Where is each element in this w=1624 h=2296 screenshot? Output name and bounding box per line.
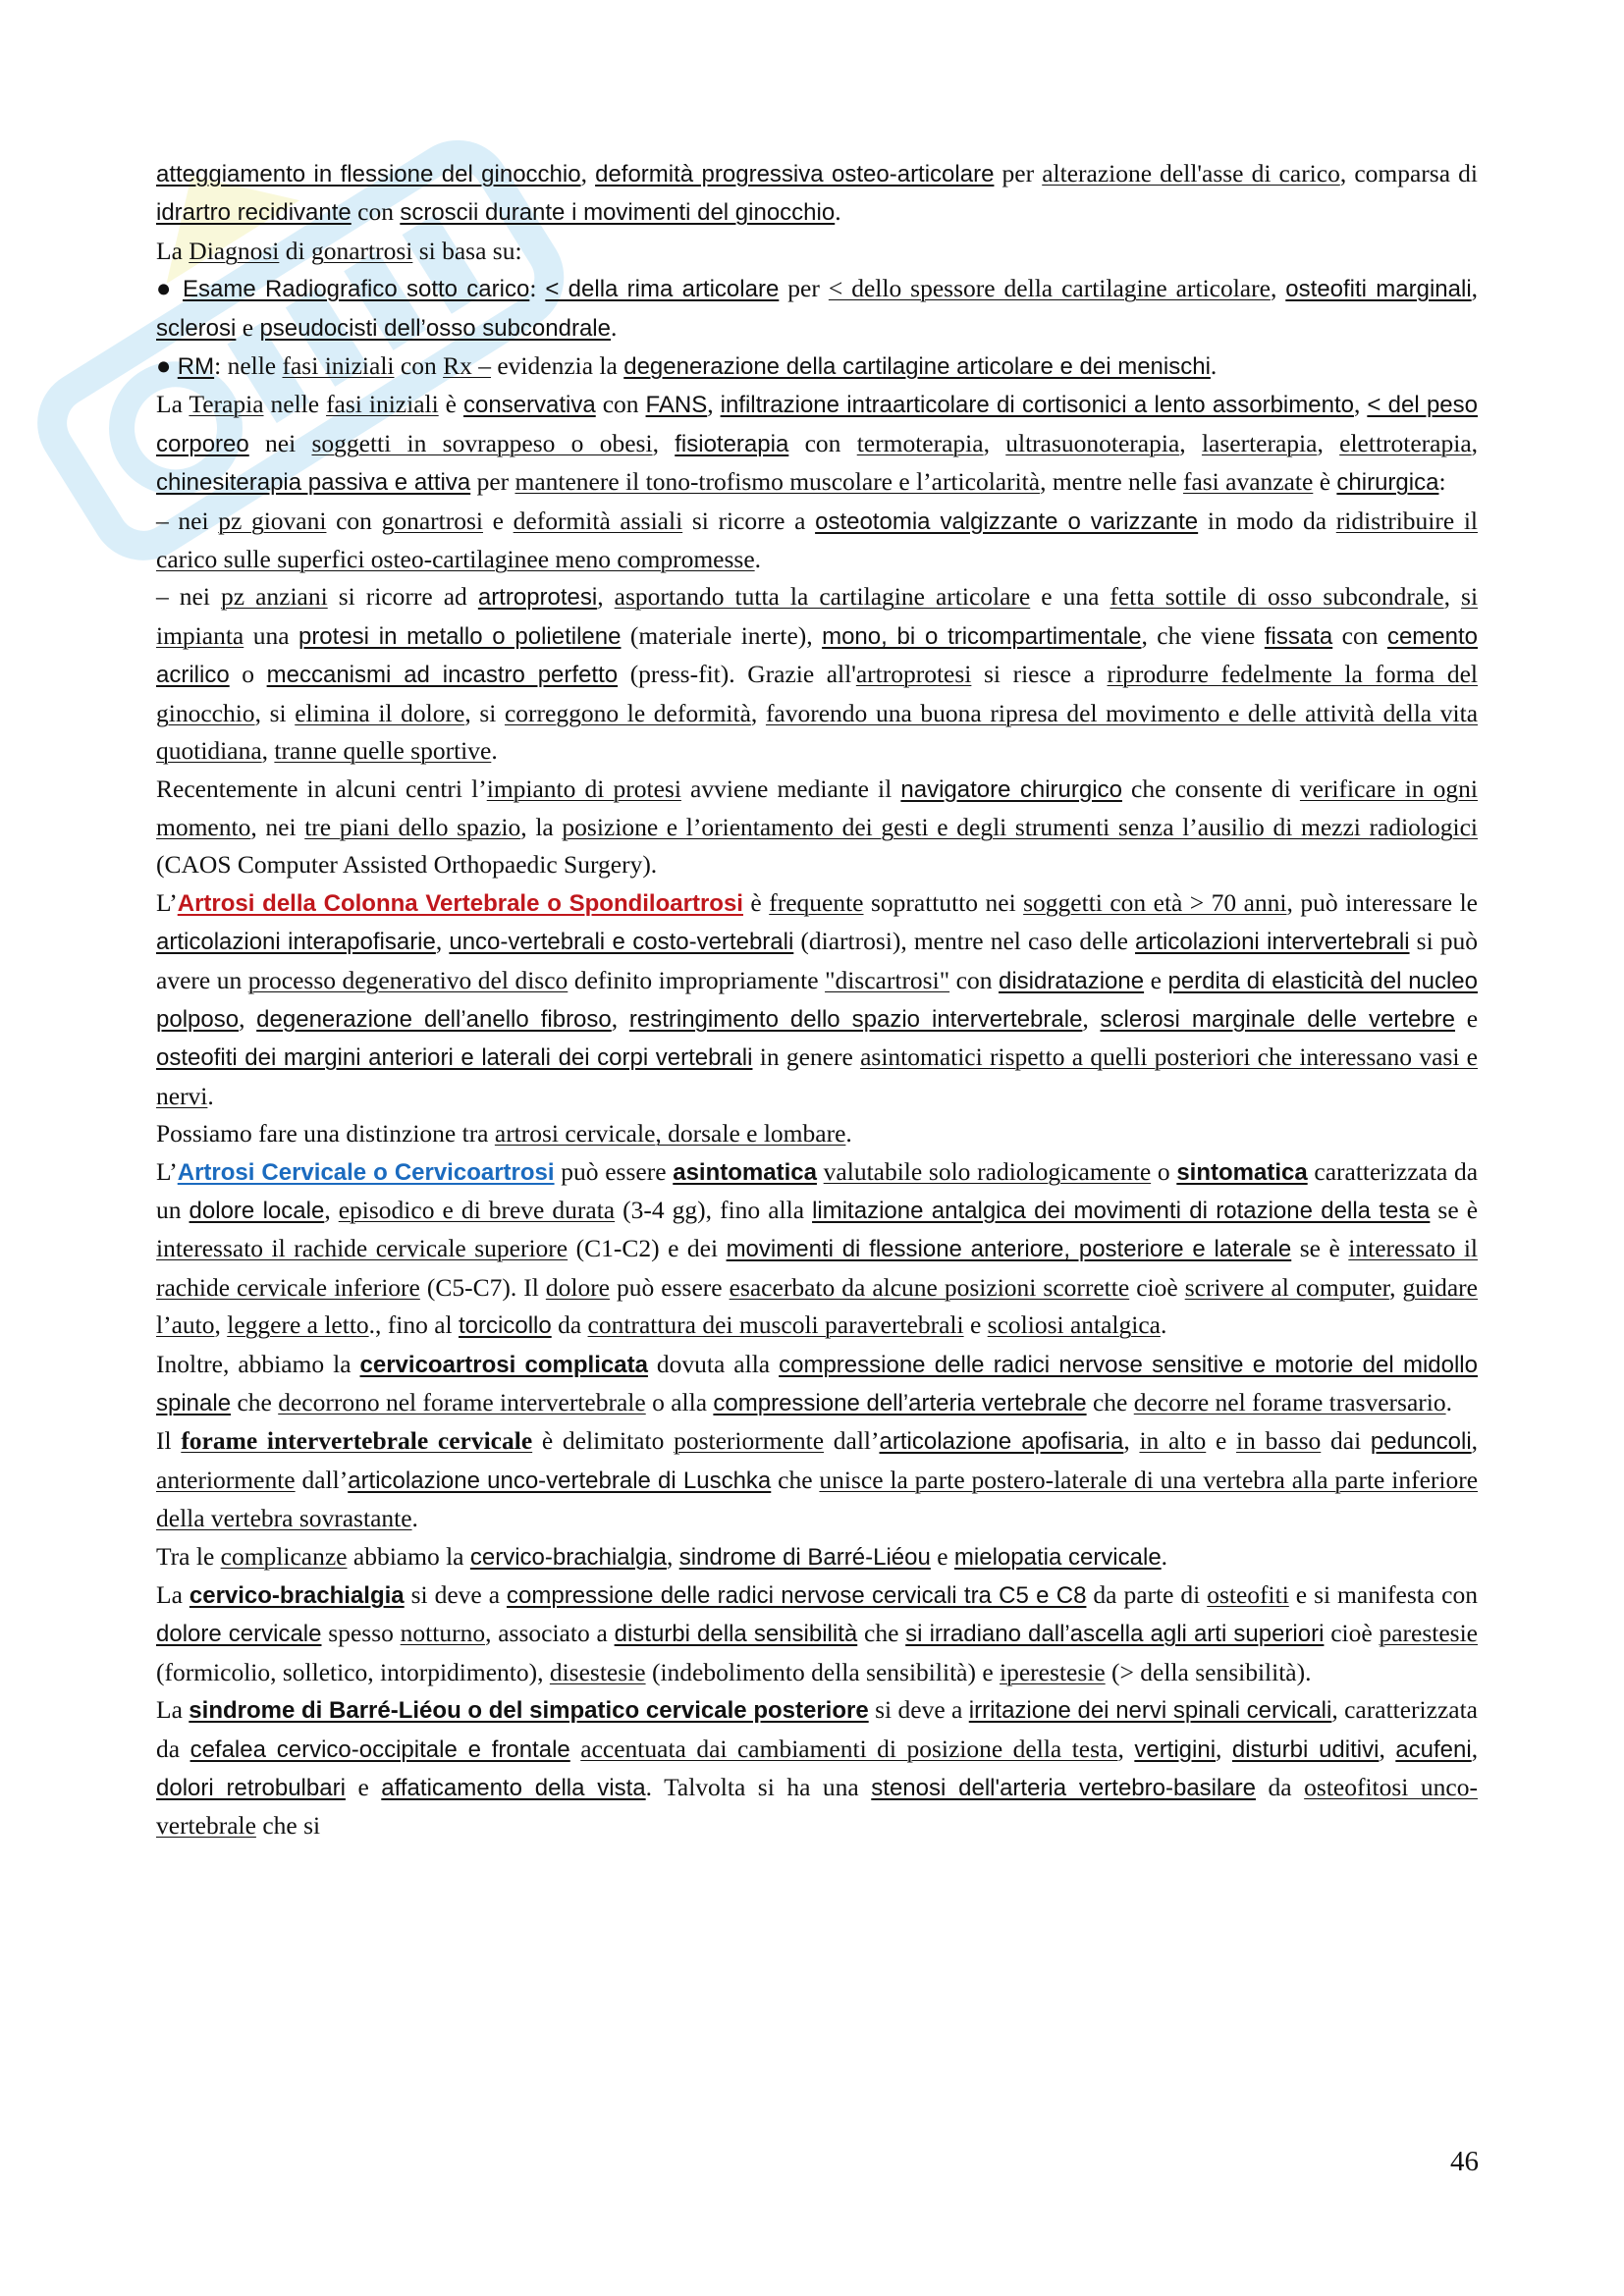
document-body [156, 155, 1478, 1845]
term: in alto [1139, 1426, 1207, 1456]
term: osteofiti [1207, 1580, 1289, 1610]
term: osteofitosi unco-vertebrale [156, 1773, 1478, 1841]
paragraph: Possiamo fare una distinzione tra artrosi cervicale, dorsale e lombare. [156, 1119, 852, 1148]
term: unco-vertebrali e costo-vertebrali [449, 929, 794, 956]
section-heading: Artrosi della Colonna Vertebrale o Spondiloartrosi [177, 889, 743, 917]
paragraph: L’Artrosi Cervicale o Cervicoartrosi può essere asintomatica valutabile solo radiologicamente o sintomatica caratterizzata da un dolore locale, episodico e di breve durata (3-4 gg), fino alla limitazione antalgica dei movimenti di rotazione della testa se è interessato il rachide cervicale superiore (C1-C2) e dei movimenti di flessione anteriore, posteriore e laterale se è interessato il rachide cervicale inferiore (C5-C7). Il dolore può essere esacerbato da alcune posizioni scorrette cioè scrivere al computer, guidare l’auto, leggere a letto., fino al torcicollo da contrattura dei muscoli paravertebrali e scoliosi antalgica. [156, 1156, 1479, 1340]
term: torcicollo [459, 1312, 552, 1340]
term: fetta sottile di osso subcondrale [1110, 582, 1444, 612]
term: posizione e l’orientamento dei gesti e degli strumenti senza l’ausilio di mezzi radiologici [562, 812, 1479, 841]
term: osteotomia valgizzante o varizzante [815, 507, 1199, 535]
term: < del peso corporeo [156, 392, 1479, 457]
term: Diagnosi [189, 236, 280, 265]
term: scroscii durante i movimenti del ginocchio [400, 199, 836, 227]
term: navigatore chirurgico [900, 775, 1122, 803]
term: interessato il rachide cervicale superiore [156, 1234, 568, 1263]
term: sindrome di Barré-Liéou [678, 1543, 931, 1571]
section-heading: Artrosi Cervicale o Cervicoartrosi [177, 1158, 555, 1186]
term: fasi iniziali [326, 390, 439, 419]
term: chirurgica [1336, 469, 1439, 497]
term: scoliosi antalgica [987, 1310, 1161, 1340]
term: elimina il dolore [295, 698, 465, 727]
term: forame intervertebrale cervicale [181, 1426, 533, 1456]
term: pz anziani [220, 582, 328, 612]
page-number: 46 [1450, 2146, 1479, 2177]
term: dolore cervicale [156, 1621, 322, 1648]
term: mono, bi o tricompartimentale [822, 622, 1142, 650]
term: limitazione antalgica dei movimenti di rotazione della testa [812, 1197, 1431, 1224]
paragraph: Il forame intervertebrale cervicale è delimitato posteriormente dall’articolazione apofisaria, in alto e in basso dai peduncoli, anteriormente dall’articolazione unco-vertebrale di Luschka che unisce la parte postero-laterale di una vertebra alla parte inferiore della vertebra sovrastante. [156, 1426, 1479, 1533]
term: degenerazione della cartilagine articolare e dei menischi [623, 353, 1211, 381]
term: tre piani dello spazio [304, 812, 521, 841]
term: osteofiti dei margini anteriori e laterali dei corpi vertebrali [156, 1044, 753, 1072]
term: atteggiamento in flessione del ginocchio [156, 161, 581, 187]
term: < dello spessore della cartilagine articolare [828, 274, 1271, 303]
bullet-icon: ● [156, 274, 183, 303]
term: artrosi cervicale, dorsale e lombare [494, 1119, 846, 1148]
term: decorre nel forame trasversario [1133, 1388, 1446, 1416]
paragraph: Inoltre, abbiamo la cervicoartrosi complicata dovuta alla compressione delle radici nervose sensitive e motorie del midollo spinale che decorrono nel forame intervertebrale o alla compressione dell’arteria vertebrale che decorre nel forame trasversario. [156, 1349, 1478, 1416]
term: fasi avanzate [1182, 467, 1314, 497]
term: compressione delle radici nervose sensitive e motorie del midollo spinale [156, 1351, 1478, 1416]
term: peduncoli [1370, 1428, 1472, 1456]
bullet-item: ● RM: nelle fasi iniziali con Rx – evidenzia la degenerazione della cartilagine articolare e dei menischi. [156, 351, 1218, 381]
term: acufeni [1395, 1735, 1472, 1763]
term: scrivere al computer [1184, 1272, 1390, 1302]
term: compressione delle radici nervose cervicali tra C5 e C8 [507, 1582, 1087, 1610]
paragraph: La Diagnosi di gonartrosi si basa su: [156, 236, 522, 265]
term: articolazione unco-vertebrale di Luschka [348, 1467, 772, 1494]
term: Esame Radiografico sotto carico [183, 276, 530, 303]
term: protesi in metallo o polietilene [298, 622, 622, 650]
paragraph: atteggiamento in flessione del ginocchio, deformità progressiva osteo-articolare per alterazione dell'asse di carico, comparsa di idrartro recidivante con scroscii durante i movimenti del ginocchio. [156, 159, 1478, 227]
term: articolazioni interapofisarie [156, 929, 436, 956]
term: ultrasuonoterapia [1005, 428, 1180, 457]
term: gonartrosi [310, 236, 413, 265]
term: perdita di elasticità del nucleo polposo [156, 967, 1478, 1033]
term: frequente [769, 887, 864, 917]
term: processo degenerativo del disco [247, 965, 568, 994]
term: guidare l’auto [156, 1272, 1478, 1340]
term: movimenti di flessione anteriore, posteriore e laterale [726, 1236, 1292, 1263]
bullet-icon: ● [156, 351, 178, 381]
term: contrattura dei muscoli paravertebrali [587, 1310, 964, 1340]
term: disidratazione [999, 967, 1145, 994]
term: mantenere il tono-trofismo muscolare e l’articolarità [514, 467, 1041, 497]
paragraph: La Terapia nelle fasi iniziali è conservativa con FANS, infiltrazione intraarticolare di cortisonici a lento assorbimento, < del peso corporeo nei soggetti in sovrappeso o obesi, fisioterapia con termoterapia, ultrasuonoterapia, laserterapia, elettroterapia, chinesiterapia passiva e attiva per mantenere il tono-trofismo muscolare e l’articolarità, mentre nelle fasi avanzate è chirurgica: [156, 390, 1479, 497]
term: fasi iniziali [282, 351, 395, 381]
term: parestesie [1379, 1619, 1478, 1648]
term: posteriormente [674, 1426, 825, 1456]
bullet-item: ● Esame Radiografico sotto carico: < della rima articolare per < dello spessore della cartilagine articolare, osteofiti marginali, sclerosi e pseudocisti dell’osso subcondrale. [156, 274, 1479, 342]
term: Terapia [189, 390, 264, 419]
term: deformità assiali [513, 506, 683, 535]
term: sintomatica [1176, 1158, 1308, 1186]
term: sclerosi [156, 314, 237, 342]
paragraph: – nei pz anziani si ricorre ad artroprotesi, asportando tutta la cartilagine articolare e una fetta sottile di osso subcondrale, si impianta una protesi in metallo o polietilene (materiale inerte), mono, bi o tricompartimentale, che viene fissata con cemento acrilico o meccanismi ad incastro perfetto (press-fit). Grazie all'artroprotesi si riesce a riprodurre fedelmente la forma del ginocchio, si elimina il dolore, si correggono le deformità, favorendo una buona ripresa del movimento e delle attività della vita quotidiana, tranne quelle sportive. [156, 582, 1479, 766]
term: complicanze [220, 1541, 348, 1571]
term: dolore locale [189, 1197, 325, 1224]
term: pseudocisti dell’osso subcondrale [259, 314, 611, 342]
term: laserterapia [1201, 428, 1318, 457]
term: deformità progressiva osteo-articolare [595, 161, 995, 187]
term: disturbi uditivi [1231, 1735, 1380, 1763]
term: in basso [1236, 1426, 1322, 1456]
term: gonartrosi [381, 506, 483, 535]
term: idrartro recidivante [156, 199, 352, 227]
term: disturbi della sensibilità [614, 1621, 858, 1648]
term: asintomatici rispetto a quelli posteriori che interessano vasi e nervi [156, 1042, 1478, 1110]
term: soggetti in sovrappeso o obesi [311, 428, 653, 457]
term: unisce la parte postero-laterale di una vertebra alla parte inferiore della vertebra sovrastante [156, 1465, 1479, 1533]
term: iperestesie [1000, 1657, 1106, 1686]
term: impianto di protesi [486, 774, 681, 803]
term: esacerbato da alcune posizioni scorrette [729, 1272, 1130, 1302]
term: vertigini [1134, 1735, 1217, 1763]
term: tranne quelle sportive [274, 736, 492, 766]
term: infiltrazione intraarticolare di cortisonici a lento assorbimento [720, 392, 1354, 419]
term: affaticamento della vista [381, 1775, 646, 1802]
term: fissata [1264, 622, 1333, 650]
term: verificare in ogni momento [156, 774, 1479, 841]
term: chinesiterapia passiva e attiva [156, 469, 471, 497]
term: anteriormente [156, 1465, 296, 1494]
term: cervico-brachialgia [469, 1543, 667, 1571]
term: "discartrosi" [825, 965, 950, 994]
term: sindrome di Barré-Liéou o del simpatico cervicale posteriore [189, 1697, 869, 1725]
term: asportando tutta la cartilagine articolare [614, 582, 1031, 612]
term: elettroterapia [1339, 428, 1472, 457]
term: stenosi dell'arteria vertebro-basilare [871, 1775, 1257, 1802]
term: riprodurre fedelmente la forma del ginocchio [156, 660, 1478, 727]
term: sclerosi marginale delle vertebre [1100, 1005, 1456, 1033]
term: FANS [645, 392, 708, 419]
term: articolazione apofisaria [879, 1428, 1124, 1456]
term: cemento acrilico [156, 622, 1478, 689]
term: artroprotesi [477, 584, 598, 612]
term: ridistribuire il carico sulle superfici osteo-cartilaginee meno compromesse [156, 506, 1478, 574]
term: meccanismi ad incastro perfetto [266, 662, 619, 689]
term: disestesie [549, 1657, 646, 1686]
term: dolore [545, 1272, 611, 1302]
term: decorrono nel forame intervertebrale [278, 1388, 646, 1416]
term: artroprotesi [855, 660, 972, 689]
term: si impianta [156, 582, 1479, 650]
term: dolori retrobulbari [156, 1775, 346, 1802]
term: notturno [400, 1619, 486, 1648]
term: interessato il rachide cervicale inferiore [156, 1234, 1478, 1302]
term: termoterapia [856, 428, 984, 457]
term: RM [177, 353, 215, 381]
term: fisioterapia [675, 430, 789, 457]
term: cervico-brachialgia [189, 1582, 405, 1610]
term: Rx – [443, 351, 491, 381]
term: si irradiano dall’ascella agli arti superiori [905, 1621, 1325, 1648]
paragraph: Recentemente in alcuni centri l’impianto di protesi avviene mediante il navigatore chirurgico che consente di verificare in ogni momento, nei tre piani dello spazio, la posizione e l’orientamento dei gesti e degli strumenti senza l’ausilio di mezzi radiologici (CAOS Computer Assisted Orthopaedic Surgery). [156, 774, 1479, 880]
paragraph: L’Artrosi della Colonna Vertebrale o Spondiloartrosi è frequente soprattutto nei soggetti con età > 70 anni, può interessare le articolazioni interapofisarie, unco-vertebrali e costo-vertebrali (diartrosi), mentre nel caso delle articolazioni intervertebrali si può avere un processo degenerativo del disco definito impropriamente "discartrosi" con disidratazione e perdita di elasticità del nucleo polposo, degenerazione dell’anello fibroso, restringimento dello spazio intervertebrale, sclerosi marginale delle vertebre e osteofiti dei margini anteriori e laterali dei corpi vertebrali in genere asintomatici rispetto a quelli posteriori che interessano vasi e nervi. [156, 887, 1479, 1110]
term: restringimento dello spazio intervertebrale [628, 1005, 1083, 1033]
term: valutabile solo radiologicamente [823, 1156, 1152, 1186]
term: correggono le deformità [504, 698, 751, 727]
term: leggere a letto [227, 1310, 369, 1340]
term: articolazioni intervertebrali [1135, 929, 1410, 956]
term: alterazione dell'asse di carico [1042, 159, 1340, 187]
term: asintomatica [673, 1158, 817, 1186]
term: osteofiti marginali [1285, 276, 1472, 303]
term: degenerazione dell’anello fibroso [256, 1005, 612, 1033]
paragraph: Tra le complicanze abbiamo la cervico-brachialgia, sindrome di Barré-Liéou e mielopatia cervicale. [156, 1541, 1168, 1571]
term: episodico e di breve durata [338, 1195, 616, 1224]
paragraph: – nei pz giovani con gonartrosi e deformità assiali si ricorre a osteotomia valgizzante o varizzante in modo da ridistribuire il carico sulle superfici osteo-cartilaginee meno compromesse. [156, 506, 1478, 574]
term: cervicoartrosi complicata [359, 1351, 648, 1378]
term: mielopatia cervicale [953, 1543, 1162, 1571]
paragraph: La cervico-brachialgia si deve a compressione delle radici nervose cervicali tra C5 e C8 da parte di osteofiti e si manifesta con dolore cervicale spesso notturno, associato a disturbi della sensibilità che si irradiano dall’ascella agli arti superiori cioè parestesie (formicolio, solletico, intorpidimento), disestesie (indebolimento della sensibilità) e iperestesie (> della sensibilità). [156, 1580, 1478, 1686]
paragraph: La sindrome di Barré-Liéou o del simpatico cervicale posteriore si deve a irritazione dei nervi spinali cervicali, caratterizzata da cefalea cervico-occipitale e frontale accentuata dai cambiamenti di posizione della testa, vertigini, disturbi uditivi, acufeni, dolori retrobulbari e affaticamento della vista. Talvolta si ha una stenosi dell'arteria vertebro-basilare da osteofitosi unco-vertebrale che si [156, 1695, 1479, 1841]
term: irritazione dei nervi spinali cervicali [968, 1697, 1332, 1725]
term: < della rima articolare [545, 276, 780, 303]
term: accentuata dai cambiamenti di posizione della testa [580, 1734, 1118, 1763]
term: conservativa [463, 392, 596, 419]
term: soggetti con età > 70 anni [1023, 887, 1287, 917]
term: compressione dell’arteria vertebrale [713, 1390, 1087, 1416]
term: favorendo una buona ripresa del movimento e delle attività della vita quotidiana [156, 698, 1479, 766]
term: cefalea cervico-occipitale e frontale [189, 1735, 570, 1763]
term: pz giovani [218, 506, 327, 535]
